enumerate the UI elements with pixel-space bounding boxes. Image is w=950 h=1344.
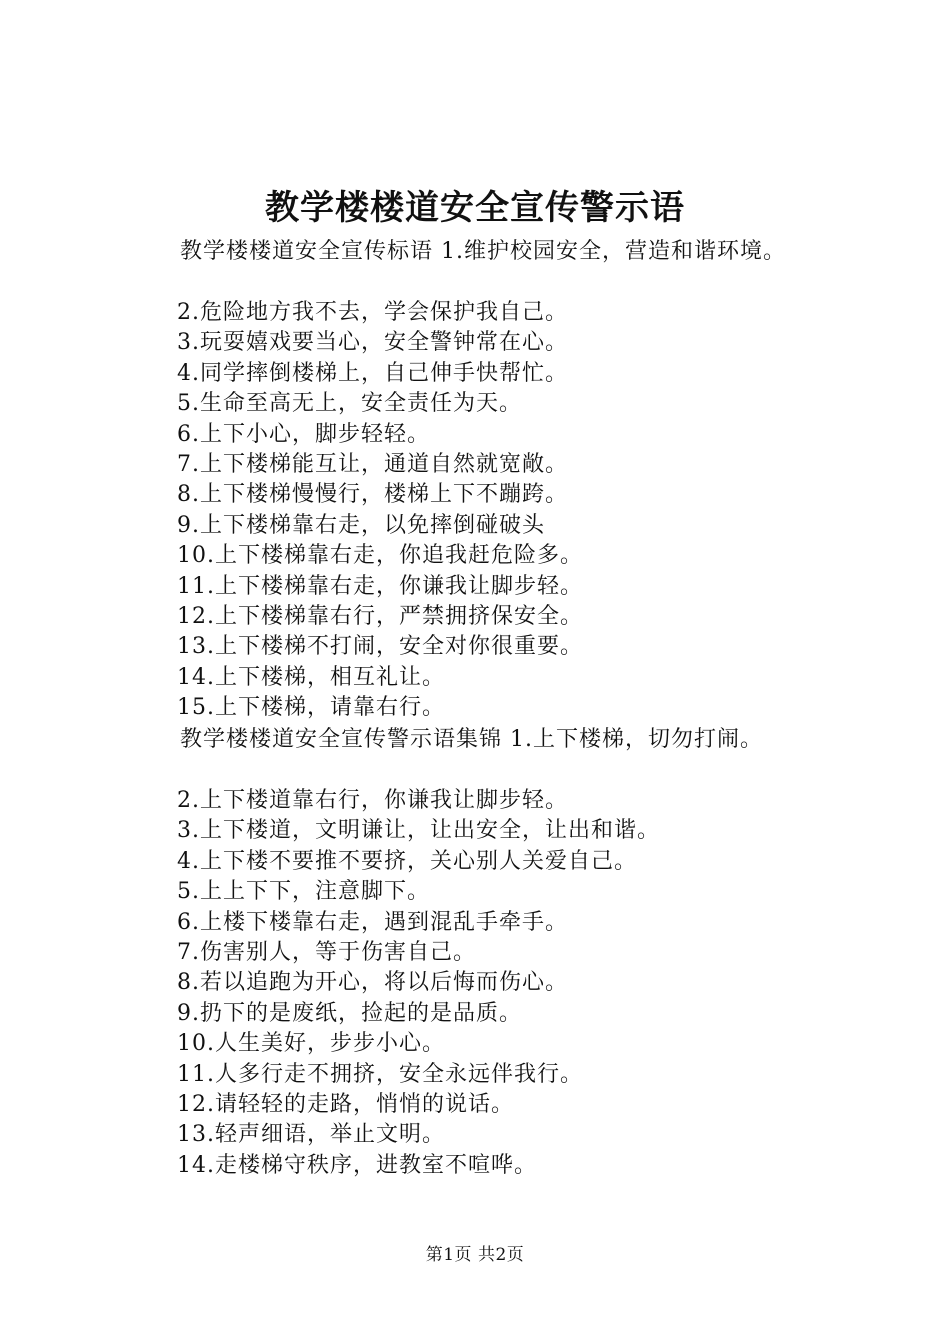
list-item: 4.同学摔倒楼梯上，自己伸手快帮忙。 bbox=[177, 360, 568, 386]
section2-intro: 教学楼楼道安全宣传警示语集锦 1.上下楼梯，切勿打闹。 bbox=[180, 727, 763, 752]
list-item: 8.上下楼梯慢慢行，楼梯上下不蹦跨。 bbox=[177, 482, 568, 508]
list-item: 13.轻声细语，举止文明。 bbox=[177, 1122, 445, 1148]
list-item: 14.走楼梯守秩序，进教室不喧哗。 bbox=[177, 1152, 537, 1178]
section1-intro: 教学楼楼道安全宣传标语 1.维护校园安全，营造和谐环境。 bbox=[180, 239, 786, 264]
list-item: 11.人多行走不拥挤，安全永远伴我行。 bbox=[177, 1061, 583, 1087]
list-item: 11.上下楼梯靠右走，你谦我让脚步轻。 bbox=[177, 573, 583, 599]
section1-list bbox=[177, 298, 877, 723]
list-item: 7.伤害别人，等于伤害自己。 bbox=[177, 939, 476, 965]
list-item: 8.若以追跑为开心，将以后悔而伤心。 bbox=[177, 970, 568, 996]
page-footer: 第1页 共2页 bbox=[425, 1245, 525, 1265]
list-item: 10.人生美好，步步小心。 bbox=[177, 1031, 445, 1057]
list-item: 2.上下楼道靠右行，你谦我让脚步轻。 bbox=[177, 788, 568, 813]
section2-list bbox=[177, 786, 877, 1181]
list-item: 12.上下楼梯靠右行，严禁拥挤保安全。 bbox=[177, 603, 583, 629]
list-item: 5.上上下下，注意脚下。 bbox=[177, 879, 430, 905]
list-item: 12.请轻轻的走路，悄悄的说话。 bbox=[177, 1091, 514, 1117]
list-item: 5.生命至高无上，安全责任为天。 bbox=[177, 391, 522, 417]
list-item: 7.上下楼梯能互让，通道自然就宽敞。 bbox=[177, 451, 568, 477]
list-item: 6.上楼下楼靠右走，遇到混乱手牵手。 bbox=[177, 909, 568, 935]
list-item: 4.上下楼不要推不要挤，关心别人关爱自己。 bbox=[177, 848, 637, 874]
list-item: 14.上下楼梯，相互礼让。 bbox=[177, 664, 445, 690]
list-item: 13.上下楼梯不打闹，安全对你很重要。 bbox=[177, 634, 583, 660]
list-item: 15.上下楼梯，请靠右行。 bbox=[177, 695, 445, 721]
list-item: 3.玩耍嬉戏要当心，安全警钟常在心。 bbox=[177, 330, 568, 356]
list-item: 2.危险地方我不去，学会保护我自己。 bbox=[177, 300, 568, 325]
list-item: 6.上下小心，脚步轻轻。 bbox=[177, 421, 430, 447]
list-item: 3.上下楼道，文明谦让，让出安全，让出和谐。 bbox=[177, 818, 660, 844]
document-title: 教学楼楼道安全宣传警示语 bbox=[265, 188, 685, 228]
list-item: 9.上下楼梯靠右走，以免摔倒碰破头 bbox=[177, 512, 545, 538]
list-item: 9.扔下的是废纸，捡起的是品质。 bbox=[177, 1000, 522, 1026]
list-item: 10.上下楼梯靠右走，你追我赶危险多。 bbox=[177, 543, 583, 569]
